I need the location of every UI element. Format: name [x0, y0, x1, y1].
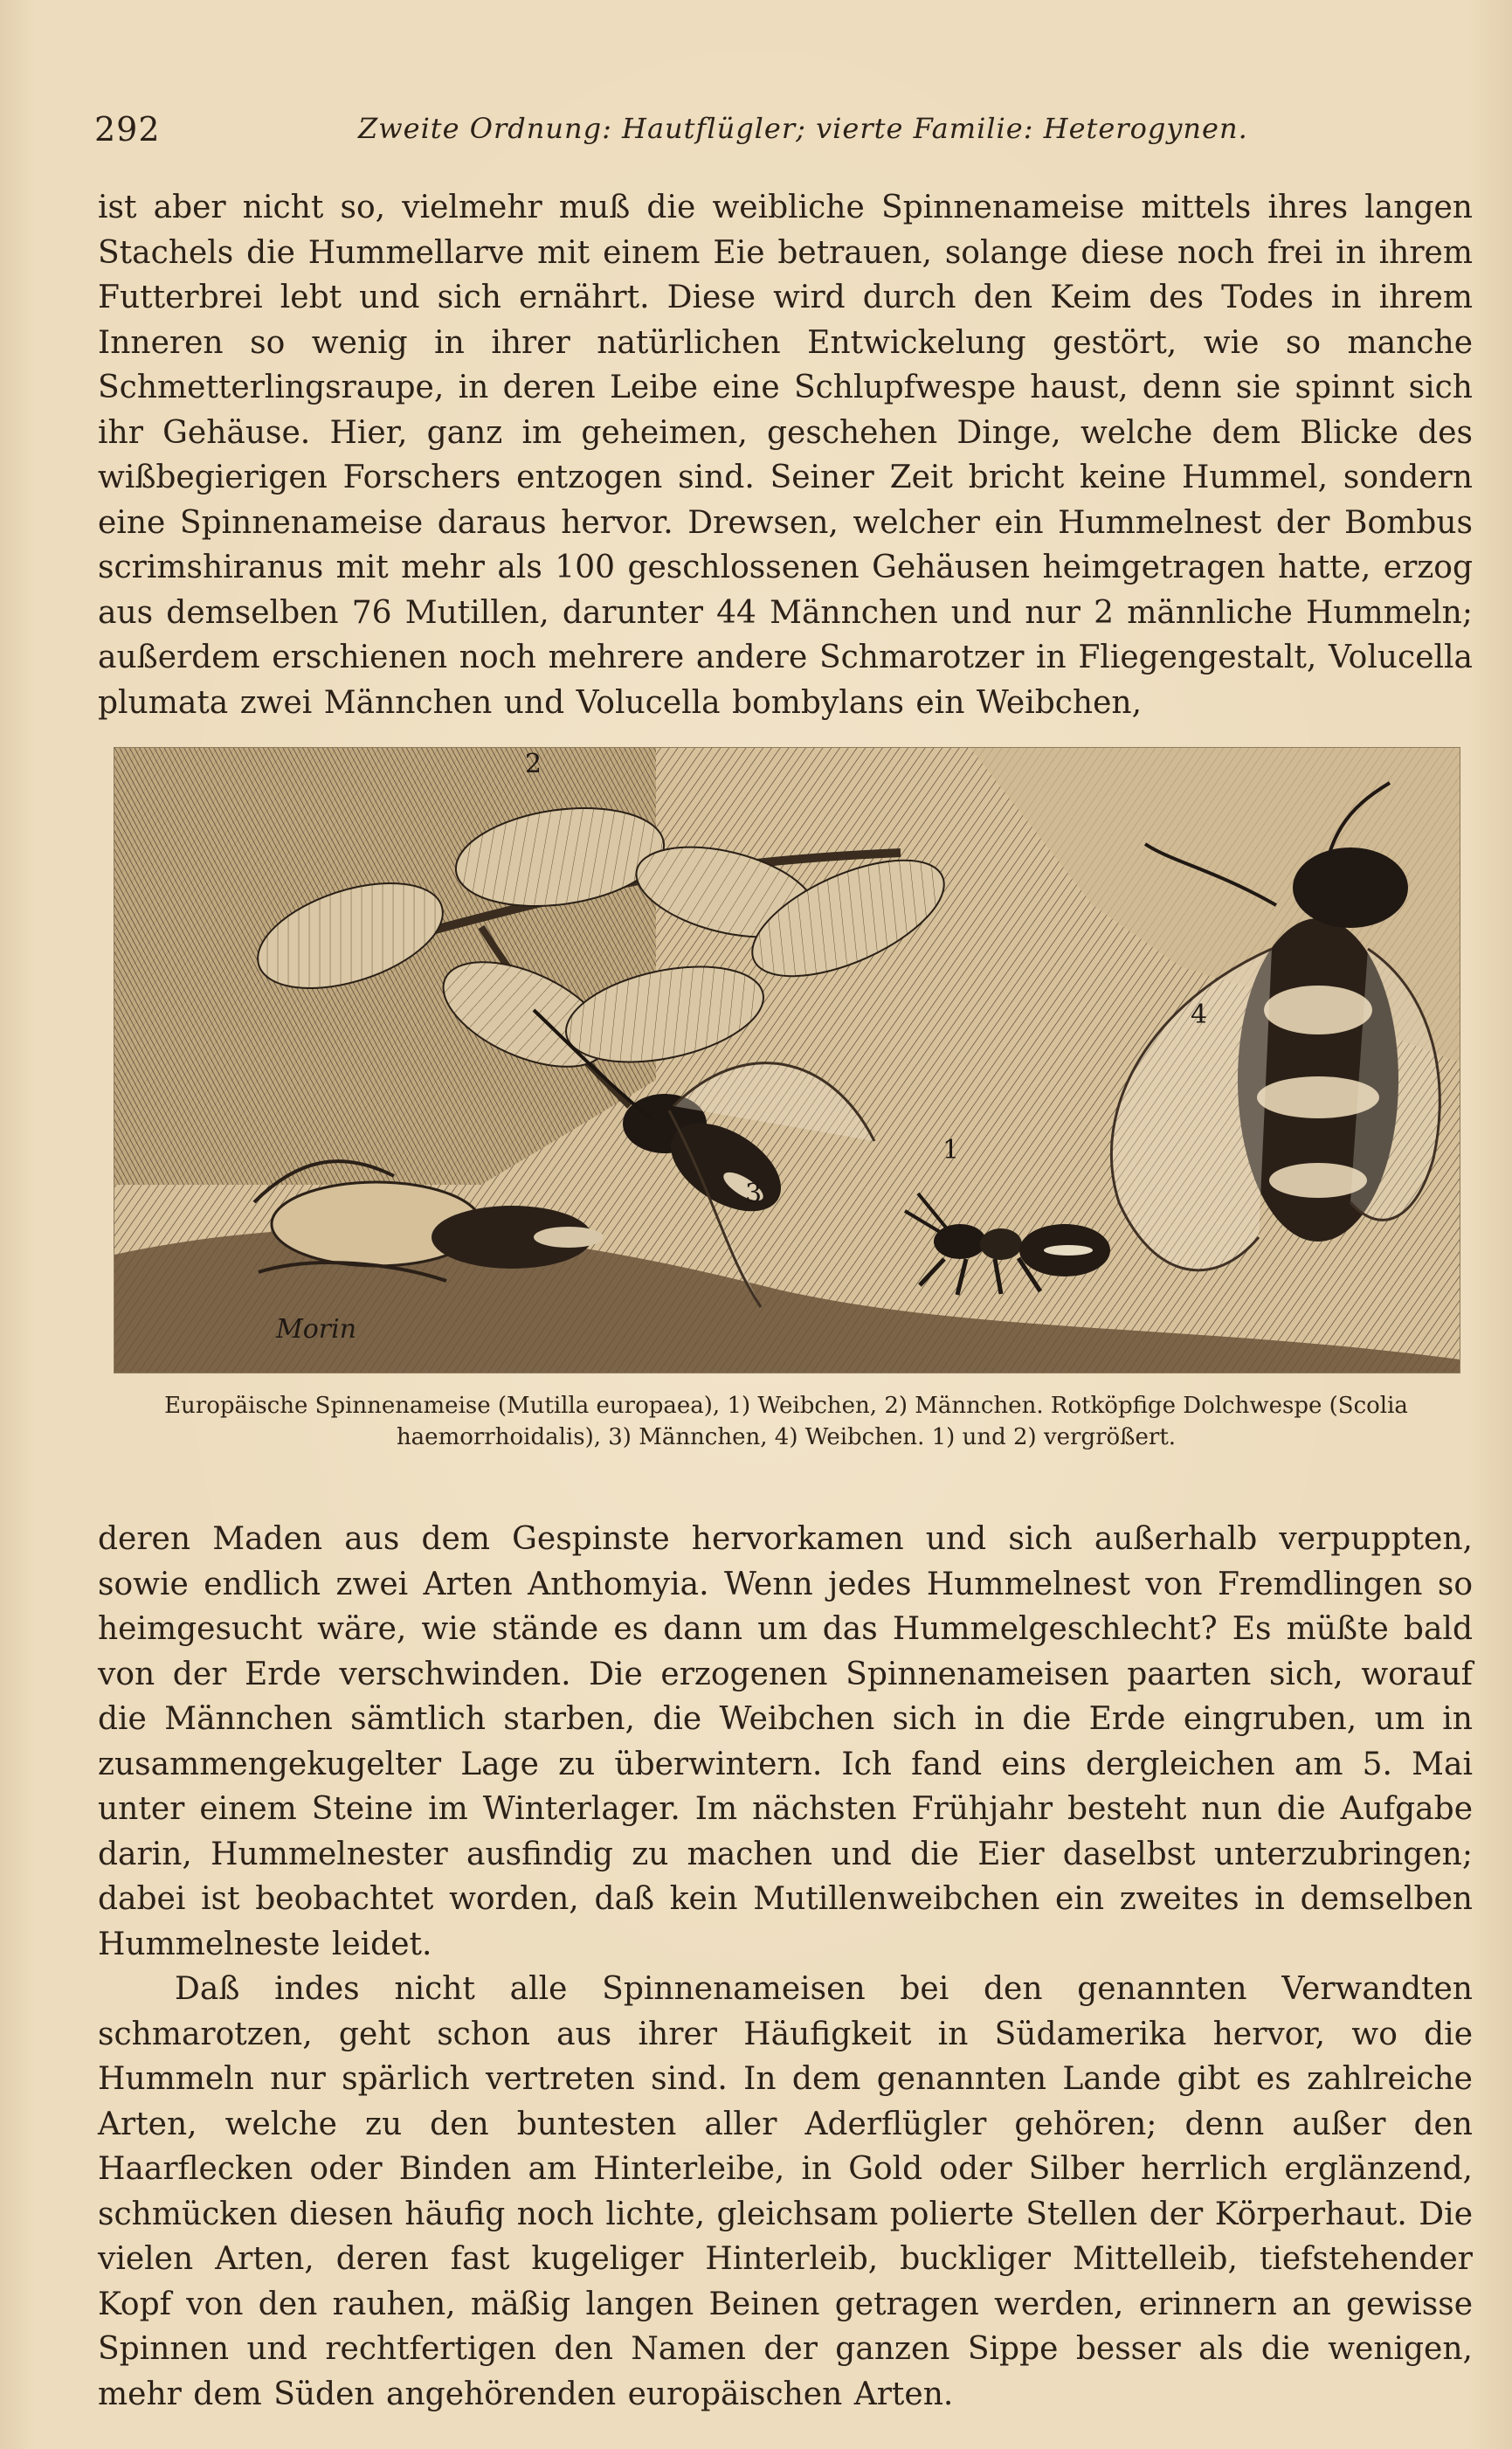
- page-number: 292: [94, 110, 161, 149]
- label-2: 2: [525, 749, 542, 779]
- label-1: 1: [942, 1135, 960, 1166]
- running-head: [0, 103, 1512, 156]
- label-4: 4: [1191, 1000, 1208, 1030]
- figure-caption: Europäische Spinnenameise (Mutilla europaea), 1) Weibchen, 2) Männchen. Rotköpfige Dolchwespe (Scolia haemorrhoidalis), 3) Männchen, 4) Weibchen. 1) und 2) vergrößert.: [164, 1393, 1408, 1450]
- running-title: Zweite Ordnung: Hautflügler; vierte Familie: Heterogynen.: [358, 112, 1248, 145]
- paragraph-bottom-1: deren Maden aus dem Gespinste hervorkamen und sich außerhalb verpuppten, sowie endlich zwei Arten Anthomyia. Wenn jedes Hummelnest von Fremdlingen so heimgesucht wäre, wie stände es dann um das Hummelgeschlecht? Es müßte bald von der Erde verschwinden. Die erzogenen Spinnenameisen paarten sich, worauf die Männchen sämtlich starben, die Weibchen sich in die Erde eingruben, um in zusammengekugelter Lage zu überwintern. Ich fand eins dergleichen am 5. Mai unter einem Steine im Winterlager. Im nächsten Frühjahr besteht nun die Aufgabe darin, Hummelnester ausfindig zu machen und die Eier daselbst unterzubringen; dabei ist beobachtet worden, daß kein Mutillenweibchen ein zweites in demselben Hummelneste leidet.: [98, 1521, 1473, 1962]
- label-3: 3: [745, 1179, 763, 1209]
- paragraph-bottom-2: Daß indes nicht alle Spinnenameisen bei den genannten Verwandten schmarotzen, geht schon aus ihrer Häufigkeit in Südamerika hervor, wo die Hummeln nur spärlich vertreten sind. In dem genannten Lande gibt es zahlreiche Arten, welche zu den buntesten aller Aderflügler gehören; denn außer den Haarflecken oder Binden am Hinterleibe, in Gold oder Silber herrlich erglänzend, schmücken diesen häufig noch lichte, gleichsam polierte Stellen der Körperhaut. Die vielen Arten, deren fast kugeliger Hinterleib, buckliger Mittelleib, tiefstehender Kopf von den rauhen, mäßig langen Beinen getragen werden, erinnern an gewisse Spinnen und rechtfertigen den Namen der ganzen Sippe besser als die wenigen, mehr dem Süden angehörenden europäischen Arten.: [98, 1971, 1473, 2412]
- paragraph-top-1: ist aber nicht so, vielmehr muß die weibliche Spinnenameise mittels ihres langen Stachels die Hummellarve mit einem Eie betrauen, solange diese noch frei in ihrem Futterbrei lebt und sich ernährt. Diese wird durch den Keim des Todes in ihrem Inneren so wenig in ihrer natürlichen Entwickelung gestört, wie so manche Schmetterlingsraupe, in deren Leibe eine Schlupfwespe haust, denn sie spinnt sich ihr Gehäuse. Hier, ganz im geheimen, geschehen Dinge, welche dem Blicke des wißbegierigen Forschers entzogen sind. Seiner Zeit bricht keine Hummel, sondern eine Spinnenameise daraus hervor. Drewsen, welcher ein Hummelnest der Bombus scrimshiranus mit mehr als 100 geschlossenen Gehäusen heimgetragen hatte, erzog aus demselben 76 Mutillen, darunter 44 Männchen und nur 2 männliche Hummeln; außerdem erschienen noch mehrere andere Schmarotzer in Fliegengestalt, Volucella plumata zwei Männchen und Volucella bombylans ein Weibchen,: [98, 190, 1473, 721]
- artist-signature: Morin: [276, 1314, 357, 1345]
- engraving-illustration: [114, 747, 1460, 1373]
- body-text-top: [98, 185, 1473, 725]
- engraving-svg: [114, 748, 1460, 1373]
- body-text-bottom: [98, 1517, 1473, 2417]
